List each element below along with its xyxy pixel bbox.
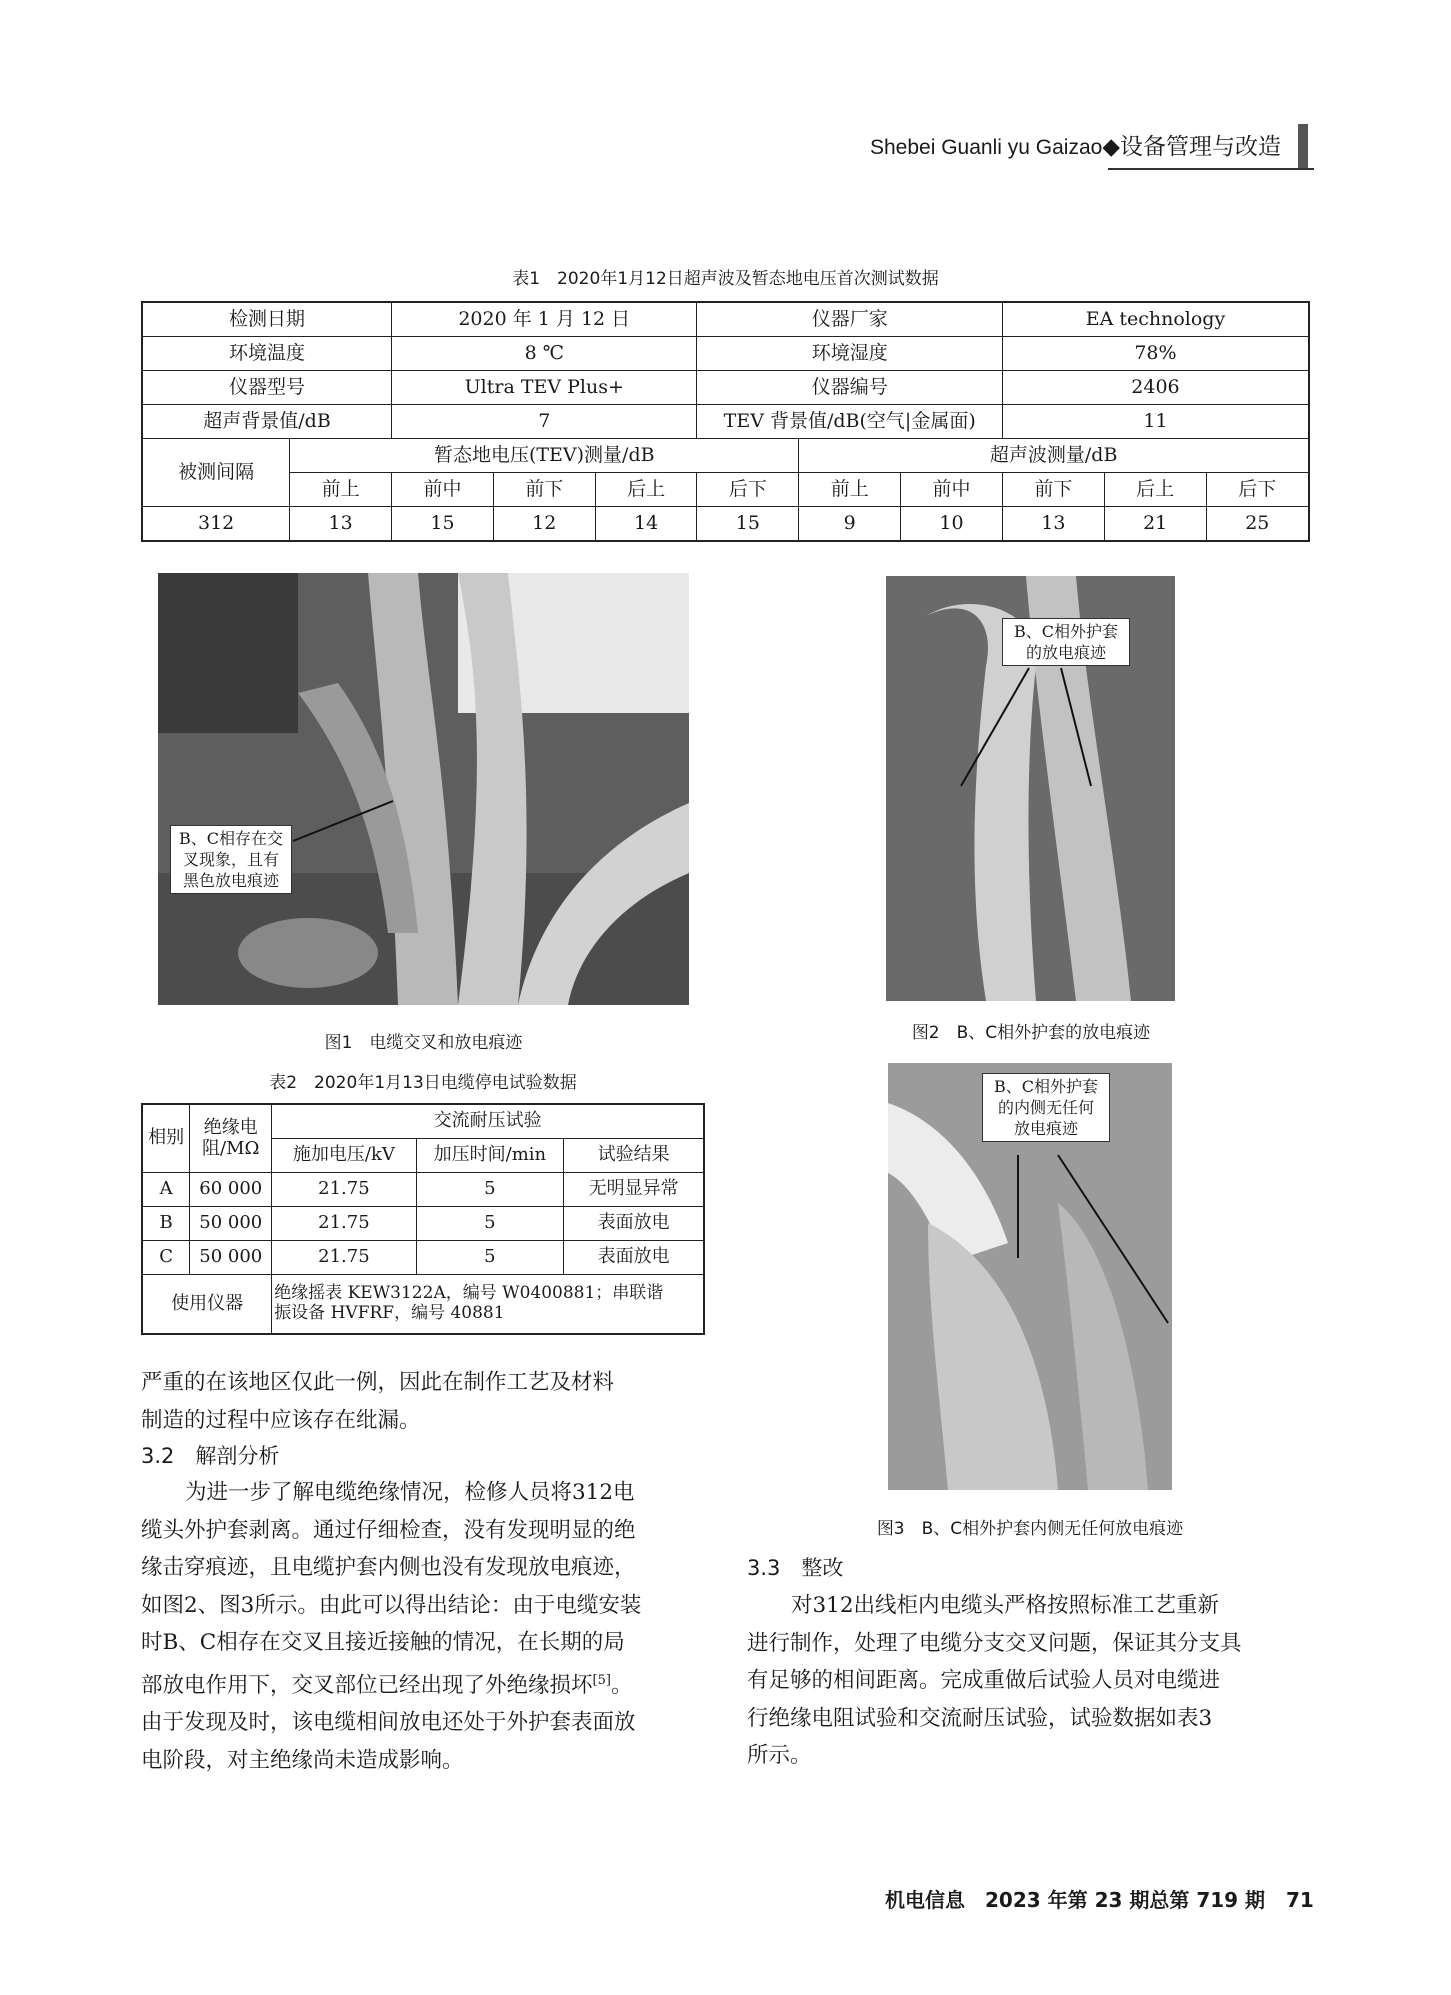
table-cell: 2020 年 1 月 12 日 <box>392 302 697 337</box>
table-cell: 使用仪器 <box>142 1275 272 1335</box>
text-line: 有足够的相间距离。完成重做后试验人员对电缆进 <box>747 1668 1221 1693</box>
text-line: 制造的过程中应该存在纰漏。 <box>141 1407 421 1433</box>
header-bar <box>1298 124 1308 168</box>
callout-line: 的放电痕迹 <box>1025 643 1106 662</box>
callout-line: B、C相存在交 <box>178 829 283 848</box>
table-cell: 25 <box>1206 507 1309 542</box>
callout-line: 放电痕迹 <box>1013 1119 1078 1138</box>
table2-row <box>142 1207 704 1241</box>
header-diamond: ◆ <box>1102 134 1121 160</box>
table-cell: 表面放电 <box>564 1207 704 1241</box>
table-cell: 前上 <box>799 473 901 507</box>
table-cell: EA technology <box>1002 302 1309 337</box>
cell-line: 绝缘摇表 KEW3122A，编号 W0400881；串联谐 <box>274 1283 664 1304</box>
page-number: 71 <box>1285 1888 1314 1912</box>
table2-row <box>142 1275 704 1335</box>
table-cell: 相别 <box>142 1104 190 1173</box>
figure3-photo <box>888 1063 1172 1490</box>
table-cell: 前上 <box>290 473 392 507</box>
table-cell: 50 000 <box>190 1207 272 1241</box>
table-cell: A <box>142 1173 190 1207</box>
table-cell: 60 000 <box>190 1173 272 1207</box>
text-line: 电阶段，对主绝缘尚未造成影响。 <box>141 1747 464 1773</box>
table-cell: B <box>142 1207 190 1241</box>
table-cell <box>190 1104 272 1173</box>
table-cell: 后下 <box>1206 473 1309 507</box>
table1-row <box>142 302 1309 337</box>
callout-line: B、C相外护套 <box>993 1077 1098 1096</box>
header-pinyin: Shebei Guanli yu Gaizao <box>870 136 1103 159</box>
table-cell: 暂态地电压(TEV)测量/dB <box>290 439 799 473</box>
table1-row <box>142 439 1309 473</box>
figure2-caption: 图2 B、C相外护套的放电痕迹 <box>911 1023 1151 1043</box>
table-cell: 15 <box>697 507 799 542</box>
section-3-2-heading: 3.2 解剖分析 <box>141 1444 280 1468</box>
citation-ref: [5] <box>592 1672 611 1688</box>
right-para <box>747 1587 1310 1775</box>
figure1-photo <box>158 573 689 1005</box>
left-para2 <box>141 1474 705 1779</box>
footer-journal: 机电信息 2023 年第 23 期总第 719 期 <box>885 1888 1266 1912</box>
table-cell: 11 <box>1002 405 1309 439</box>
table-cell: 21.75 <box>272 1173 416 1207</box>
table-cell: 5 <box>416 1241 564 1275</box>
callout-line: 黑色放电痕迹 <box>182 871 279 890</box>
table-cell: 仪器厂家 <box>697 302 1002 337</box>
text-line: 如图2、图3所示。由此可以得出结论：由于电缆安装 <box>141 1592 642 1618</box>
table-cell: 14 <box>595 507 697 542</box>
figure1-callout <box>170 825 292 894</box>
figure3-callout <box>982 1073 1110 1142</box>
text-line <box>141 1662 705 1705</box>
table-cell: 21.75 <box>272 1241 416 1275</box>
table1-row <box>142 337 1309 371</box>
table-cell: 仪器型号 <box>142 371 392 405</box>
text-line: 对312出线柜内电缆头严格按照标准工艺重新 <box>791 1593 1220 1618</box>
table-cell: 312 <box>142 507 290 542</box>
table-cell: 前下 <box>1002 473 1104 507</box>
table-cell: 交流耐压试验 <box>272 1104 704 1139</box>
table-cell: 施加电压/kV <box>272 1139 416 1173</box>
header-rule <box>1108 168 1314 170</box>
text-line: 为进一步了解电缆绝缘情况，检修人员将312电 <box>185 1480 635 1505</box>
callout-line: 叉现象，且有 <box>182 850 279 869</box>
table-cell: 前下 <box>493 473 595 507</box>
table-cell: 仪器编号 <box>697 371 1002 405</box>
table-cell: TEV 背景值/dB(空气|金属面) <box>697 405 1002 439</box>
table-cell: C <box>142 1241 190 1275</box>
callout-line: B、C相外护套 <box>1013 622 1118 641</box>
table-cell: 表面放电 <box>564 1241 704 1275</box>
callout-line: 的内侧无任何 <box>997 1098 1094 1117</box>
text-segment: 。 <box>610 1672 633 1698</box>
table1 <box>141 301 1310 542</box>
figure2-callout <box>1002 618 1130 666</box>
table-cell: 加压时间/min <box>416 1139 564 1173</box>
table-cell: 50 000 <box>190 1241 272 1275</box>
table-cell: 8 ℃ <box>392 337 697 371</box>
table-cell: 前中 <box>901 473 1003 507</box>
header-title: 设备管理与改造 <box>1120 134 1282 160</box>
table-cell: 后上 <box>1104 473 1206 507</box>
cell-line: 振设备 HVFRF，编号 40881 <box>274 1303 505 1323</box>
section-3-3-heading: 3.3 整改 <box>747 1556 844 1580</box>
figure3-caption: 图3 B、C相外护套内侧无任何放电痕迹 <box>876 1519 1184 1539</box>
table-cell: 环境温度 <box>142 337 392 371</box>
table1-caption: 表1 2020年1月12日超声波及暂态地电压首次测试数据 <box>512 269 939 289</box>
table-cell: 后下 <box>697 473 799 507</box>
table-cell: 10 <box>901 507 1003 542</box>
text-line: 所示。 <box>747 1743 812 1768</box>
table-cell: 9 <box>799 507 901 542</box>
table2-row <box>142 1173 704 1207</box>
table-cell: 12 <box>493 507 595 542</box>
left-para1 <box>141 1364 705 1439</box>
text-line: 进行制作，处理了电缆分支交叉问题，保证其分支具 <box>747 1630 1242 1656</box>
table1-row <box>142 507 1309 542</box>
table-cell: 13 <box>290 507 392 542</box>
table-cell: 78% <box>1002 337 1309 371</box>
text-line: 时B、C相存在交叉且接近接触的情况，在长期的局 <box>141 1630 625 1655</box>
running-header <box>870 128 1281 161</box>
text-line: 行绝缘电阻试验和交流耐压试验，试验数据如表3 <box>747 1705 1213 1731</box>
table1-row <box>142 405 1309 439</box>
table2 <box>141 1103 705 1335</box>
table-cell: 超声波测量/dB <box>799 439 1309 473</box>
table-cell: 前中 <box>392 473 494 507</box>
text-line: 严重的在该地区仅此一例，因此在制作工艺及材料 <box>141 1370 615 1395</box>
figure1-caption: 图1 电缆交叉和放电痕迹 <box>324 1033 523 1053</box>
table2-row <box>142 1241 704 1275</box>
table-cell: 21.75 <box>272 1207 416 1241</box>
table-cell: 15 <box>392 507 494 542</box>
figure2-photo <box>886 576 1175 1001</box>
table-cell: 5 <box>416 1173 564 1207</box>
table-cell: 环境湿度 <box>697 337 1002 371</box>
page-footer <box>885 1884 1314 1913</box>
table-cell: 试验结果 <box>564 1139 704 1173</box>
table-cell: 检测日期 <box>142 302 392 337</box>
cell-line: 绝缘电 <box>203 1116 258 1138</box>
table1-row <box>142 371 1309 405</box>
table-cell: 无明显异常 <box>564 1173 704 1207</box>
figure1-image <box>158 573 689 1005</box>
table-cell: 13 <box>1002 507 1104 542</box>
text-line: 缘击穿痕迹，且电缆护套内侧也没有发现放电痕迹， <box>141 1555 636 1580</box>
text-line: 缆头外护套剥离。通过仔细检查，没有发现明显的绝 <box>141 1517 636 1543</box>
text-line: 由于发现及时，该电缆相间放电还处于外护套表面放 <box>141 1710 636 1736</box>
table2-caption: 表2 2020年1月13日电缆停电试验数据 <box>269 1073 577 1093</box>
cell-line: 阻/MΩ <box>202 1137 260 1159</box>
table2-row <box>142 1104 704 1139</box>
table-cell: 后上 <box>595 473 697 507</box>
table-cell: 5 <box>416 1207 564 1241</box>
table-cell: 被测间隔 <box>142 439 290 507</box>
table-cell: 2406 <box>1002 371 1309 405</box>
table-cell: Ultra TEV Plus+ <box>392 371 697 405</box>
table-cell: 21 <box>1104 507 1206 542</box>
table-cell: 超声背景值/dB <box>142 405 392 439</box>
table1-row <box>142 473 1309 507</box>
table-cell <box>272 1275 704 1335</box>
text-segment: 部放电作用下，交叉部位已经出现了外绝缘损坏 <box>141 1672 593 1698</box>
table-cell: 7 <box>392 405 697 439</box>
